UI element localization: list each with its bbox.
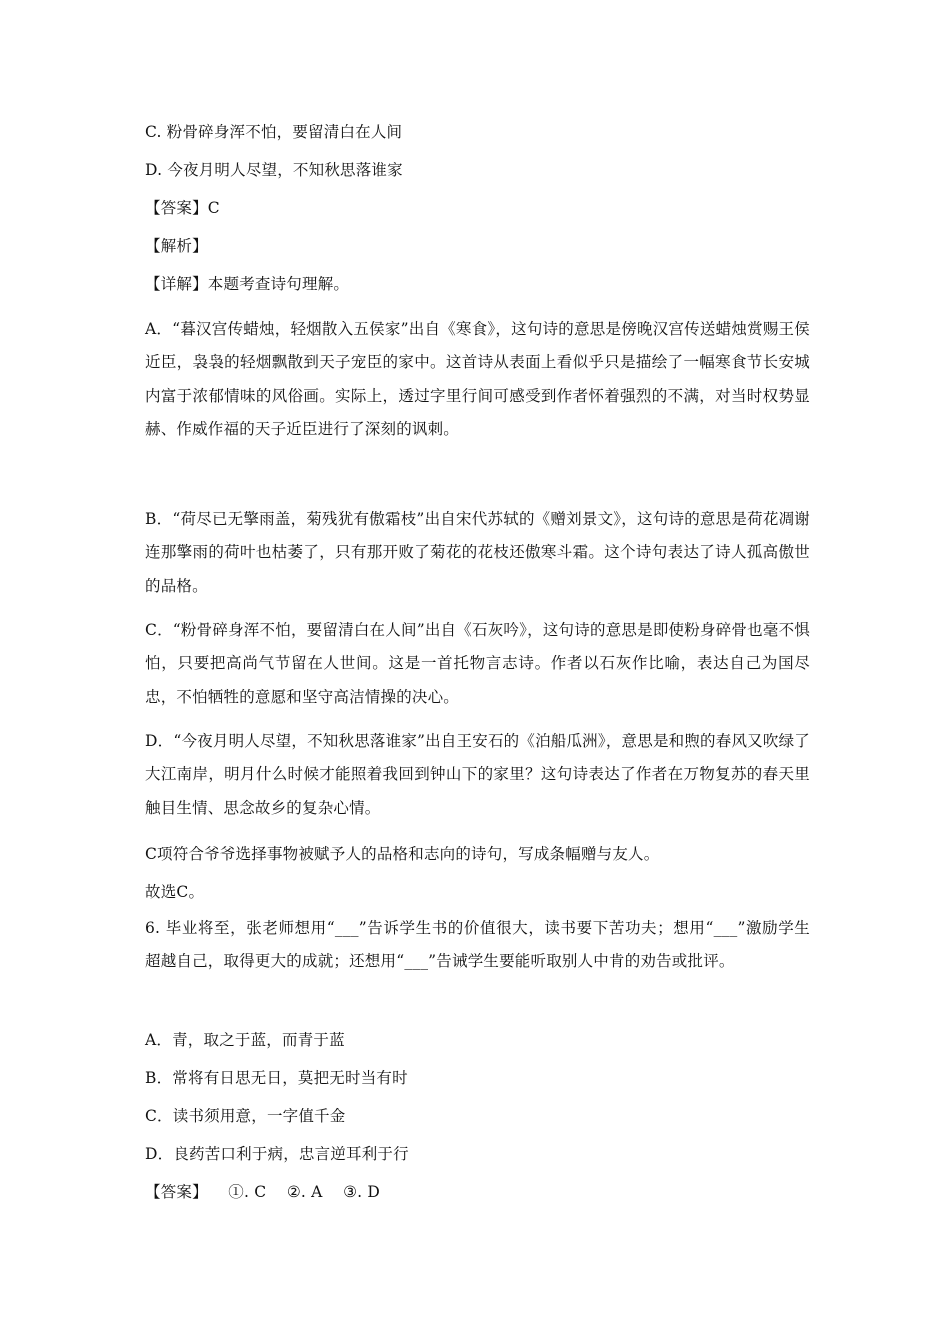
q5-explain-a: A．“暮汉宫传蜡烛，轻烟散入五侯家”出自《寒食》，这句诗的意思是傍晚汉宫传送蜡烛赏赐王侯近臣，袅袅的轻烟飘散到天子宠臣的家中。这首诗从表面上看似乎只是描绘了一幅寒食节长安城内富于浓郁情味的风俗画。实际上，透过字里行间可感受到作者怀着强烈的不满，对当时权势显赫、作威作福的天子近臣进行了深刻的讽刺。 bbox=[145, 320, 810, 439]
q5-detail: 【详解】本题考查诗句理解。 bbox=[145, 275, 350, 293]
q6-option-b: B．常将有日思无日，莫把无时当有时 bbox=[145, 1069, 408, 1087]
q6-answer: 【答案】 ①. C ②. A ③. D bbox=[145, 1183, 381, 1201]
q6-option-d: D．良药苦口利于病，忠言逆耳利于行 bbox=[145, 1145, 409, 1163]
q5-choose: 故选C。 bbox=[145, 883, 205, 901]
q6-stem: 6. 毕业将至，张老师想用“___”告诉学生书的价值很大，读书要下苦功夫；想用“___”激励学生超越自己，取得更大的成就；还想用“___”告诫学生要能听取别人中肯的劝告或批评。 bbox=[145, 919, 810, 971]
q5-answer: 【答案】C bbox=[145, 199, 220, 217]
q6-option-a: A．青，取之于蓝，而青于蓝 bbox=[145, 1031, 345, 1049]
q5-analysis-label: 【解析】 bbox=[145, 237, 208, 255]
q5-option-d: D. 今夜月明人尽望，不知秋思落谁家 bbox=[145, 161, 403, 179]
q5-explain-c: C．“粉骨碎身浑不怕，要留清白在人间”出自《石灰吟》，这句诗的意思是即使粉身碎骨也毫不惧怕，只要把高尚气节留在人世间。这是一首托物言志诗。作者以石灰作比喻，表达自己为国尽忠，不怕牺牲的意愿和坚守高洁情操的决心。 bbox=[145, 621, 810, 706]
q5-explain-b: B．“荷尽已无擎雨盖，菊残犹有傲霜枝”出自宋代苏轼的《赠刘景文》，这句诗的意思是荷花凋谢连那擎雨的荷叶也枯萎了，只有那开败了菊花的花枝还傲寒斗霜。这个诗句表达了诗人孤高傲世的品格。 bbox=[145, 510, 810, 595]
q5-conclusion: C项符合爷爷选择事物被赋予人的品格和志向的诗句，写成条幅赠与友人。 bbox=[145, 845, 660, 863]
q6-option-c: C．读书须用意，一字值千金 bbox=[145, 1107, 346, 1125]
q5-explain-d: D．“今夜月明人尽望，不知秋思落谁家”出自王安石的《泊船瓜洲》，意思是和煦的春风又吹绿了大江南岸，明月什么时候才能照着我回到钟山下的家里？这句诗表达了作者在万物复苏的春天里触目生情、思念故乡的复杂心情。 bbox=[145, 732, 810, 817]
q5-option-c: C. 粉骨碎身浑不怕，要留清白在人间 bbox=[145, 123, 403, 141]
